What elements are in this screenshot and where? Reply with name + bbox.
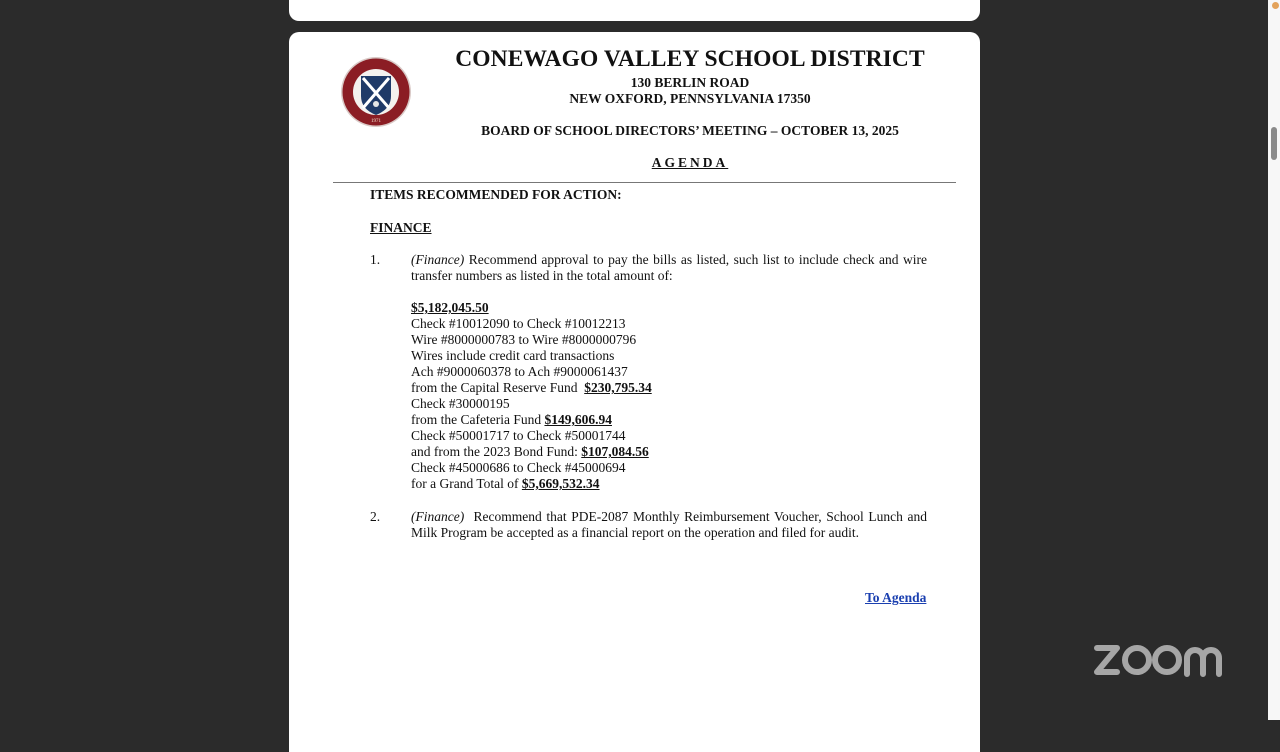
- section-title: ITEMS RECOMMENDED FOR ACTION:: [370, 187, 622, 202]
- address-line1: 130 BERLIN ROAD: [630, 75, 750, 90]
- item-2-tag: (Finance): [411, 509, 465, 524]
- grand-total-amount: $5,669,532.34: [521, 476, 600, 491]
- wire-range: Wire #8000000783 to Wire #8000000796: [411, 332, 637, 347]
- agenda-heading: AGENDA: [651, 155, 729, 170]
- item-2-text: [411, 509, 931, 541]
- check-range-1: Check #10012090 to Check #10012213: [411, 316, 626, 331]
- recording-indicator-icon: [1272, 2, 1279, 9]
- district-name: CONEWAGO VALLEY SCHOOL DISTRICT: [455, 46, 925, 72]
- to-agenda-link[interactable]: To Agenda: [865, 590, 927, 605]
- item-1-number: 1.: [370, 252, 381, 267]
- item-2-number: 2.: [370, 509, 381, 524]
- cafeteria-line: [411, 412, 612, 428]
- wire-note: Wires include credit card transactions: [411, 348, 615, 363]
- check-single: Check #30000195: [411, 396, 510, 411]
- cafeteria-label: from the Cafeteria Fund: [411, 412, 545, 427]
- scrollbar-thumb[interactable]: [1271, 127, 1277, 160]
- bond-line: [411, 444, 649, 460]
- meeting-title: BOARD OF SCHOOL DIRECTORS’ MEETING – OCTOBER 13, 2025: [481, 123, 899, 138]
- item-1-text: [411, 252, 927, 284]
- subsection-finance: FINANCE: [370, 220, 432, 235]
- item-1-tag: (Finance): [411, 252, 465, 267]
- previous-page: [289, 0, 980, 21]
- scrollbar-track[interactable]: [1268, 0, 1280, 720]
- item-2-body: Recommend that PDE-2087 Monthly Reimbursement Voucher, School Lunch and Milk Program be accepted as a financial report on the operation and filed for audit.: [411, 509, 931, 540]
- header-divider: [333, 182, 956, 183]
- grand-total-label: for a Grand Total of: [411, 476, 522, 491]
- address-line2: NEW OXFORD, PENNSYLVANIA 17350: [569, 91, 811, 106]
- capital-reserve-label: from the Capital Reserve Fund: [411, 380, 585, 395]
- item-1-body: Recommend approval to pay the bills as listed, such list to include check and wire transfer numbers as listed in the total amount of:: [411, 252, 927, 283]
- bond-label: and from the 2023 Bond Fund:: [411, 444, 582, 459]
- cafeteria-amount: $149,606.94: [544, 412, 612, 427]
- check-range-3: Check #45000686 to Check #45000694: [411, 460, 626, 475]
- grand-total-line: [411, 476, 600, 492]
- capital-reserve-amount: $230,795.34: [584, 380, 652, 395]
- check-range-2: Check #50001717 to Check #50001744: [411, 428, 626, 443]
- bond-amount: $107,084.56: [581, 444, 649, 459]
- capital-reserve-line: [411, 380, 652, 396]
- zoom-watermark-logo: [1093, 642, 1233, 678]
- seal-year: 1971: [371, 119, 381, 124]
- total-amount: $5,182,045.50: [411, 300, 489, 315]
- ach-range: Ach #9000060378 to Ach #9000061437: [411, 364, 628, 379]
- district-seal-logo: [340, 56, 412, 128]
